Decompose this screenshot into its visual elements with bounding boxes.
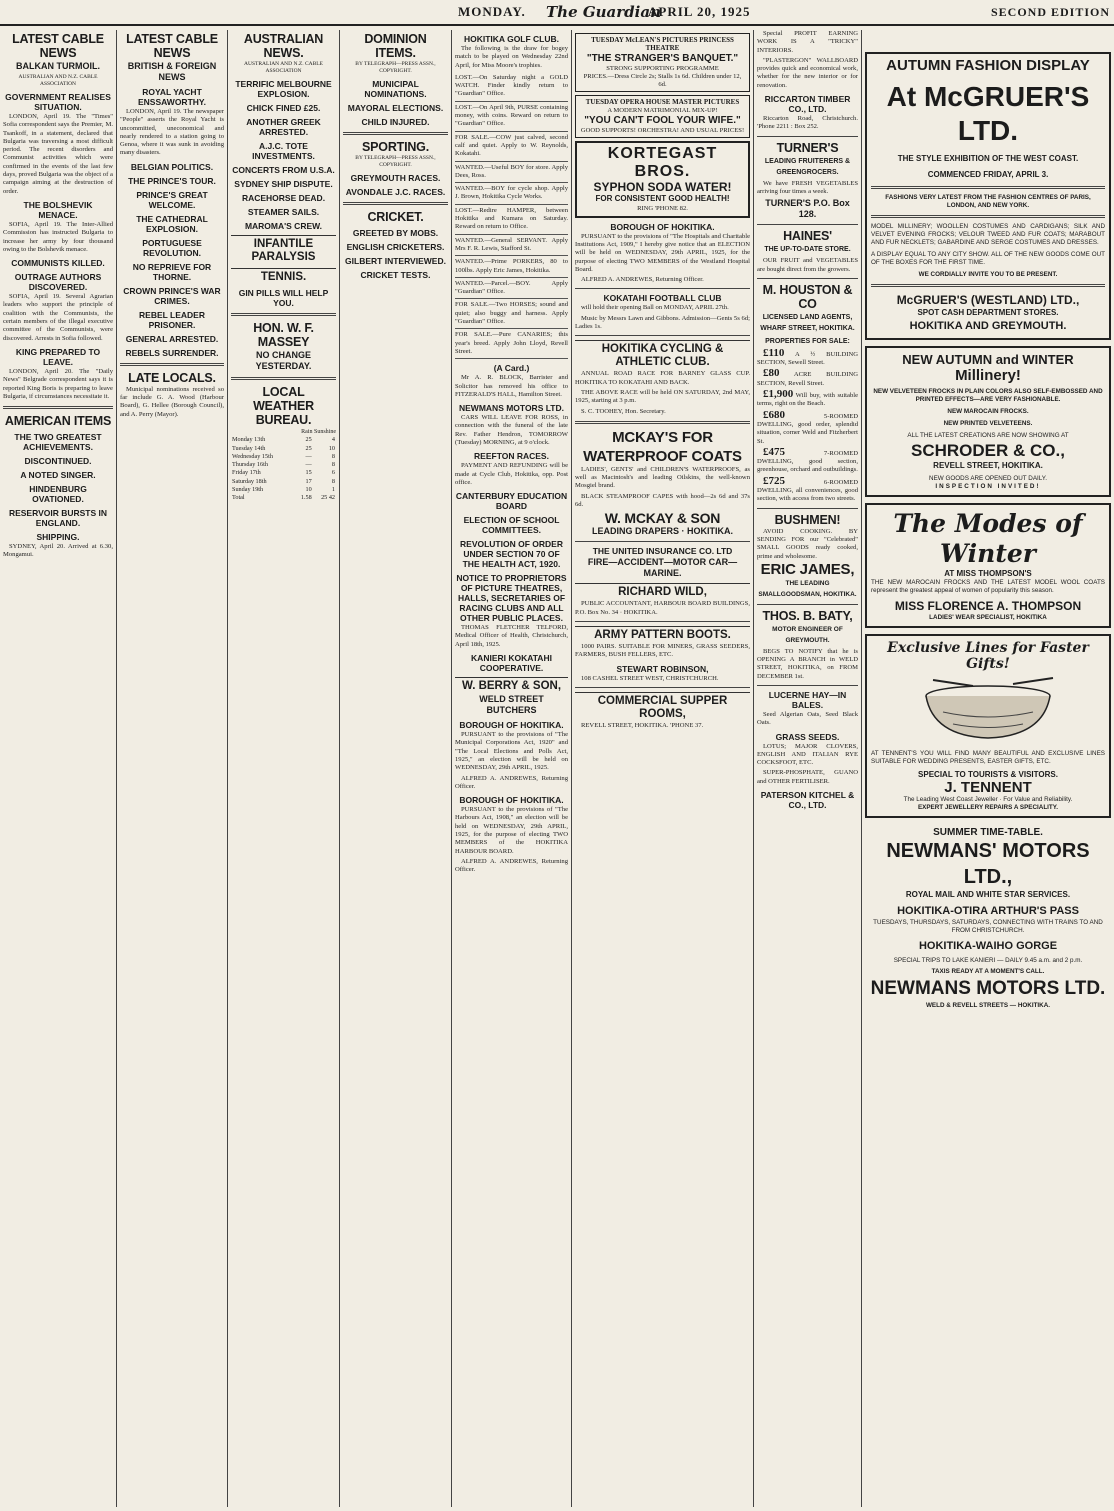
article-heading: STEAMER SAILS. (247, 207, 320, 217)
masthead (0, 0, 1114, 26)
ad-headline: AUTUMN FASHION DISPLAY (886, 57, 1090, 74)
ad-headline: NEW AUTUMN and WINTER (902, 352, 1074, 367)
property-item: £110 A ½ BUILDING SECTION, Sewell Street. (757, 346, 858, 367)
table-cell: 10 (305, 486, 312, 494)
article-heading: TERRIFIC MELBOURNE EXPLOSION. (235, 79, 332, 99)
article-text: PAYMENT AND REFUNDING will be made at Cycle Club, Hokitika, opp. Post office. (455, 462, 568, 486)
classified-ad: WANTED.—Parcel.—BOY. Apply "Guardian" Office. (455, 278, 568, 300)
table-cell: Wednesday 15th (232, 452, 273, 460)
article-text: "PLASTERGON" WALLBOARD provides quick and economical work, whether for the new interior or for renovation. (757, 56, 858, 89)
article-text: Riccarton Road, Christchurch. 'Phone 2211 : Box 252. (757, 115, 858, 131)
masthead-title: The Guardian (546, 3, 661, 21)
column-2 (117, 30, 228, 1507)
article-text: Municipal nominations received so far include G. A. Wood (Harbour Board), G. Hellee (Borough Council), and A. Perry (Mayor). (120, 385, 224, 418)
property-item: £725 6-ROOMED DWELLING, all conveniences, good section, with access from two streets. (757, 474, 858, 503)
article-heading: HOKITIKA GOLF CLUB. (463, 34, 560, 44)
theatre-ad (575, 33, 750, 92)
table-row (231, 478, 336, 486)
article-heading: HINDENBURG OVATIONED. (29, 484, 87, 505)
signature: ALFRED A. ANDREWES, Returning Officer. (581, 276, 704, 284)
table-cell: Saturday 18th (232, 477, 267, 485)
article-heading: DISCONTINUED. (24, 456, 92, 467)
article-heading: CANTERBURY EDUCATION BOARD (455, 491, 568, 512)
column-5 (452, 30, 572, 1507)
mckay-heading: MCKAY'S FOR (612, 428, 713, 446)
table-cell: Friday 17th (232, 469, 261, 477)
ad-text: A MODERN MATRIMONIAL MIX-UP! (607, 106, 718, 114)
article-heading: CRICKET TESTS. (360, 270, 431, 280)
property-item: £80 ACRE BUILDING SECTION, Revell Street. (757, 367, 858, 387)
ad-title: At McGRUER'S LTD. (886, 81, 1090, 146)
article-heading: ELECTION OF SCHOOL COMMITTEES. (463, 515, 560, 536)
article-heading: GOVERNMENT REALISES SITUATION. (5, 92, 111, 112)
article-heading: CHILD INJURED. (361, 117, 430, 127)
ad-subtitle: SPOT CASH DEPARTMENT STORES. (917, 308, 1059, 317)
weather-header: Rain Sunshine (301, 429, 336, 435)
article-heading: ENGLISH CRICKETERS. (346, 242, 445, 252)
article-heading: A.J.C. TOTE INVESTMENTS. (252, 141, 315, 161)
ad-subtitle: AT MISS THOMPSON'S (944, 569, 1032, 578)
article-text: CARS WILL LEAVE FOR ROSS, in connection with the funeral of the late Rev. Father Hendron, TOMORROW (Tuesday) MORNING, at 9 o'clock. (455, 414, 568, 446)
ad-text: FASHIONS VERY LATEST FROM THE FASHION CENTRES OF PARIS, LONDON, AND NEW YORK. (885, 194, 1091, 209)
article-text: ANNUAL ROAD RACE FOR BARNEY GLASS CUP. HOKITIKA TO KOKATAHI AND BACK. (575, 370, 750, 386)
article-heading: NOTICE TO PROPRIETORS OF PICTURE THEATRES, HALLS, SECRETARIES OF RACING CLUBS AND ALL OTHER PUBLIC PLACES. (456, 573, 567, 624)
column-heading: SPORTING. (362, 140, 429, 154)
article-heading: GREETED BY MOBS. (352, 228, 439, 238)
article-heading: SHIPPING. (36, 532, 80, 543)
article-heading: HOKITIKA CYCLING & ATHLETIC CLUB. (575, 340, 750, 369)
ad-text: EXPERT JEWELLERY REPAIRS A SPECIALITY. (917, 804, 1059, 811)
ad-title: SCHRODER & CO., (911, 441, 1065, 460)
ad-title: "YOU CAN'T FOOL YOUR WIFE." (584, 115, 741, 127)
article-text: LONDON, April 19. The newspaper "People" asserts the Royal Yacht is uncommitted, uneconomical and nearly rendered to a station going to Genoa, where it was sunk in avoiding many disasters. (120, 108, 224, 157)
table-cell: — (305, 452, 312, 460)
article-heading: KING PREPARED TO LEAVE. (15, 346, 101, 367)
table-cell: 25 (305, 444, 312, 452)
advertiser-sub: PROPERTIES FOR SALE: (765, 337, 850, 345)
article-heading: CONCERTS FROM U.S.A. (232, 165, 335, 175)
column-8 (862, 30, 1114, 1507)
classified-ad: LOST.—On Saturday night a GOLD WATCH. Finder kindly return to "Guardian" Office. (455, 72, 568, 102)
article-text: We have FRESH VEGETABLES arriving four times a week. (757, 179, 858, 195)
article-heading: MUNICIPAL NOMINATIONS. (364, 79, 427, 99)
ad-title: MISS FLORENCE A. THOMPSON (894, 599, 1082, 613)
section-subheading: NO CHANGE YESTERDAY. (255, 350, 312, 371)
article-heading: GREYMOUTH RACES. (350, 173, 441, 183)
ad-text: AT TENNENT'S YOU WILL FIND MANY BEAUTIFUL AND EXCLUSIVE LINES SUITABLE FOR WEDDING PRESENTS, EASTER GIFTS, ETC. (871, 750, 1105, 765)
classified-ad: LOST.—On April 9th, PURSE containing money, with coins. Reward on return to "Guardian" Office. (455, 102, 568, 132)
article-text: LADIES', GENTS' and CHILDREN'S WATERPROOFS, as well as Macintosh's and leading Oilskins, the well-known Mosgiel brand. (575, 465, 750, 490)
table-cell: Monday 13th (232, 436, 266, 444)
divider (575, 541, 750, 542)
divider (3, 406, 113, 409)
cable-credit: BY TELEGRAPH—PRESS ASSN., COPYRIGHT. (355, 155, 436, 168)
article-text: 108 CASHEL STREET WEST, CHRISTCHURCH. (581, 674, 719, 682)
article-heading: GRASS SEEDS. (775, 731, 840, 742)
article-heading: BOROUGH OF HOKITIKA. (610, 221, 715, 232)
classified-ad: FOR SALE.—Two HORSES; sound and quiet; also buggy and harness. Apply "Guardian" Office. (455, 299, 568, 329)
advertiser-name: W. BERRY & SON, (455, 677, 568, 693)
ad-text: WELD & REVELL STREETS — HOKITIKA. (925, 1002, 1051, 1009)
advertiser-name: HAINES' (783, 229, 832, 244)
table-cell: 25 (305, 436, 312, 444)
article-heading: KANIERI KOKATAHI COOPERATIVE. (471, 653, 552, 674)
advertiser-sub: LEADING DRAPERS · HOKITIKA. (591, 526, 733, 537)
article-heading: MAROMA'S CREW. (244, 221, 323, 231)
ad-title: McGRUER'S (WESTLAND) LTD., (896, 293, 1080, 307)
schroder-ad (865, 346, 1111, 497)
divider (575, 687, 750, 688)
article-text: SOFIA, April 19. The Inter-Allied Commission has instructed Bulgaria to increase her army by four thousand owing to the Bolshevik menace. (3, 220, 113, 253)
article-text: OUR FRUIT and VEGETABLES are bought direct from the growers. (757, 257, 858, 273)
classified-ad: WANTED.—General SERVANT. Apply Mrs F. R. Lewis, Stafford St. (455, 235, 568, 257)
column-1 (0, 30, 117, 1507)
classified-ad: WANTED.—BOY for cycle shop. Apply J. Brown, Hokitika Cycle Works. (455, 183, 568, 205)
column-heading: LATE LOCALS. (128, 370, 216, 385)
article-heading: SYDNEY SHIP DISPUTE. (234, 179, 333, 189)
article-text: PURSUANT to the provisions of "The Hospitals and Charitable Institutions Act, 1909," I hereby give notice that an ELECTION will be held on WEDNESDAY, 29th APRIL, 1925, for the purpose of electing TWO MEMBERS of the Westland Hospital Board. (575, 232, 750, 273)
ad-subtitle: FOR CONSISTENT GOOD HEALTH! (595, 194, 730, 204)
article-heading: TENNIS. (231, 268, 336, 284)
ad-title: J. TENNENT (944, 779, 1032, 796)
ad-subtitle: HOKITIKA AND GREYMOUTH. (909, 320, 1067, 332)
ad-text: The Leading West Coast Jeweller · For Value and Reliability. (903, 796, 1073, 803)
advertiser-sub: LEADING FRUITERERS & GREENGROCERS. (764, 157, 851, 176)
article-text: AVOID COOKING. BY SENDING FOR our "Celebrated" SMALL GOODS ready cooked, prime and wholesome. (757, 527, 858, 560)
newmans-timetable-ad (865, 824, 1111, 1014)
article-text: SYDNEY, April 20. Arrived at 6.30, Mongamui. (3, 543, 113, 559)
article-heading: RESERVOIR BURSTS IN ENGLAND. (8, 508, 108, 529)
article-heading: A NOTED SINGER. (20, 470, 96, 481)
article-heading: ANOTHER GREEK ARRESTED. (246, 117, 321, 137)
table-row (231, 461, 336, 469)
article-heading: BELGIAN POLITICS. (130, 161, 214, 172)
divider (871, 215, 1105, 218)
divider (757, 508, 858, 509)
ad-subtitle: REVELL STREET, HOKITIKA. (933, 461, 1043, 470)
ad-title: KORTEGAST BROS. (607, 145, 718, 181)
divider (757, 685, 858, 686)
article-text: 1000 PAIRS. SUITABLE FOR MINERS, GRASS SEEDERS, FARMERS, BUSH FELLERS, ETC. (575, 642, 750, 659)
column-heading: HON. W. F. MASSEY (253, 321, 314, 349)
divider (757, 278, 858, 279)
article-text: LONDON, April 19. The "Times" Sofia correspondent says the Premier, M. Tsankoff, in a statement, declared that Bulgaria was traversing a most difficult period. The recent disorders and Communist activities which were confirmed in the events of the last few days, proved Bulgaria was the object of a campaign aiming at the destruction of order. (3, 113, 113, 195)
property-item: £475 7-ROOMED DWELLING, good section, greenhouse, orchard and outbuildings. (757, 445, 858, 474)
theatre-ad (575, 95, 750, 138)
article-heading: OUTRAGE AUTHORS DISCOVERED. (14, 272, 102, 293)
advertiser-name: M. HOUSTON & CO (762, 282, 853, 311)
ad-subtitle: THE STYLE EXHIBITION OF THE WEST COAST. (897, 154, 1079, 163)
article-text: THOMAS FLETCHER TELFORD, Medical Officer of Health, Christchurch, April 18th, 1925. (455, 624, 568, 648)
divider (343, 132, 448, 135)
thompson-ad (865, 503, 1111, 628)
article-heading: THE BOLSHEVIK MENACE. (23, 199, 93, 220)
property-item: £1,900 Will buy, with suitable terms, right on the Beach. (757, 388, 859, 408)
classified-ad: WANTED.—Useful BOY for store. Apply Dees, Ross. (455, 162, 568, 184)
advertiser-sub: THE UP-TO-DATE STORE. (764, 246, 851, 254)
article-heading: CROWN PRINCE'S WAR CRIMES. (123, 285, 221, 306)
ad-text: INSPECTION INVITED! (935, 483, 1041, 490)
table-cell: 8 (331, 461, 335, 469)
article-heading: REEFTON RACES. (474, 451, 549, 462)
table-cell: Thursday 16th (232, 461, 268, 469)
column-4 (340, 30, 452, 1507)
ad-subtitle: SYPHON SODA WATER! (593, 180, 732, 195)
article-heading: RACEHORSE DEAD. (241, 193, 326, 203)
article-text: will hold their opening Ball on MONDAY, APRIL 27th. (581, 304, 729, 312)
article-heading: ROYAL YACHT ENSSAWORTHY. (137, 87, 206, 107)
table-cell: Total (232, 494, 245, 502)
property-listing (757, 346, 859, 504)
article-text: BEGS TO NOTIFY that he is OPENING A BRANCH in WELD STREET, HOKITIKA, on FROM DECEMBER 1st. (757, 647, 858, 680)
divider (575, 421, 750, 424)
ad-subtitle: SPECIAL TO TOURISTS & VISITORS. (918, 770, 1058, 779)
table-cell: 10 (328, 444, 335, 452)
silver-bowl-icon (913, 676, 1063, 746)
ad-text: NEW GOODS ARE OPENED OUT DAILY. (929, 475, 1047, 482)
signature: ALFRED A. ANDREWES, Returning Officer. (455, 774, 568, 790)
column-heading: LOCAL WEATHER BUREAU. (253, 385, 314, 427)
table-row (231, 494, 336, 502)
article-heading: GIN PILLS WILL HELP YOU. (238, 288, 329, 308)
article-text: Seed Algerian Oats, Seed Black Oats. (757, 710, 858, 727)
ad-headline: Millinery! (955, 367, 1021, 384)
article-heading: CHICK FINED £25. (246, 103, 321, 113)
ad-text: PRICES.—Dress Circle 2s; Stalls 1s 6d. Children under 12, 6d. (583, 72, 742, 89)
article-text: LONDON, April 20. The "Daily News" Belgrade correspondent says it is reported King Boris is preparing to leave Bulgaria, if circumstances necessitate it. (3, 367, 113, 400)
divider (757, 224, 858, 225)
column-7 (754, 30, 862, 1507)
masthead-day: MONDAY. (458, 4, 526, 19)
divider (231, 377, 336, 380)
table-cell: 8 (331, 452, 335, 460)
ad-text: ALL THE LATEST CREATIONS ARE NOW SHOWING AT (907, 432, 1069, 439)
table-cell: 4 (331, 436, 335, 444)
advertiser-name: THOS. B. BATY, (762, 608, 853, 623)
article-heading: GENERAL ARRESTED. (125, 333, 219, 344)
article-heading: COMMUNISTS KILLED. (11, 258, 105, 269)
table-cell: — (305, 461, 312, 469)
article-text: BLACK STEAMPROOF CAPES with hood—2s 6d and 37s 6d. (575, 492, 750, 509)
ad-header: TUESDAY McLEAN'S PICTURES PRINCESS THEATRE (591, 36, 734, 53)
advertiser-sub: LICENSED LAND AGENTS, WHARF STREET, HOKITIKA. (760, 313, 855, 332)
ad-text: NEW PRINTED VELVETEENS. (943, 420, 1033, 427)
column-heading: LATEST CABLE NEWS (12, 32, 104, 60)
article-heading: THE UNITED INSURANCE CO. LTD (592, 546, 733, 557)
table-cell: 25 42 (321, 494, 335, 502)
signature: ALFRED A. ANDREWES, Returning Officer. (455, 857, 568, 874)
ad-title: NEWMANS MOTORS LTD. (870, 978, 1106, 999)
article-heading: REVOLUTION OF ORDER UNDER SECTION 70 OF THE HEALTH ACT, 1920. (460, 539, 563, 570)
table-cell: 6 (331, 469, 335, 477)
table-row (231, 469, 336, 477)
section-subheading: BRITISH & FOREIGN NEWS (127, 61, 217, 82)
article-heading: AVONDALE J.C. RACES. (345, 187, 446, 197)
classified-ad: WANTED.—Prime PORKERS, 80 to 100lbs. Apply Eric James, Hokitika. (455, 256, 568, 278)
divider (343, 202, 448, 205)
divider (871, 186, 1105, 189)
column-6 (572, 30, 754, 1507)
ad-text: A DISPLAY EQUAL TO ANY CITY SHOW. ALL OF THE NEW GOODS COME OUT OF THE BOXES FOR THE FIRST TIME. (871, 251, 1105, 266)
article-heading: REBEL LEADER PRISONER. (139, 309, 205, 330)
weather-table (231, 436, 336, 502)
table-row (231, 453, 336, 461)
advertiser-name: ERIC JAMES, (760, 560, 855, 578)
advertiser-name: STEWART ROBINSON, (616, 663, 709, 674)
article-heading: INFANTILE PARALYSIS (231, 235, 336, 264)
table-cell: 8 (331, 477, 335, 485)
advertiser-name: PATERSON KITCHEL & CO., LTD. (760, 790, 855, 811)
masthead-date: APRIL 20, 1925 (648, 4, 751, 19)
column-heading: AMERICAN ITEMS (4, 414, 112, 429)
section-subheading: BALKAN TURMOIL. (16, 61, 100, 71)
article-heading: ARMY PATTERN BOOTS. (575, 626, 750, 642)
article-text: REVELL STREET, HOKITIKA. 'PHONE 37. (581, 721, 704, 729)
classified-ad: FOR SALE.—Pure CANARIES; this year's breed. Apply John Lloyd, Revell Street. (455, 329, 568, 359)
article-heading: KOKATAHI FOOTBALL CLUB (603, 293, 722, 304)
ad-text: MODEL MILLINERY; WOOLLEN COSTUMES AND CARDIGANS; SILK AND VELVET EVENING FROCKS; VELOUR TWEED AND FUR COATS; MARABOUT AND FUR NECKLETS; GABARDINE AND SERGE COSTUMES AND DRESSES. (871, 223, 1105, 246)
table-row (231, 486, 336, 494)
article-heading: NO REPRIEVE FOR THORNE. (132, 261, 212, 282)
article-text: Music by Messrs Lawn and Gibbons. Admission—Gents 5s 6d; Ladies 1s. (575, 314, 750, 331)
article-heading: PORTUGUESE REVOLUTION. (142, 237, 202, 258)
article-text: PURSUANT to the provisions of "The Municipal Corporations Act, 1920" and "The Local Elections and Polls Act, 1925," an election will be held on WEDNESDAY, 29th APRIL, 1925. (455, 731, 568, 772)
table-row (231, 445, 336, 453)
divider (120, 363, 224, 366)
table-row (231, 436, 336, 444)
ad-text: STRONG SUPPORTING PROGRAMME (606, 64, 719, 72)
ad-text: LADIES' WEAR SPECIALIST, HOKITIKA (929, 614, 1047, 621)
advertiser-sub: THE LEADING SMALLGOODSMAN, HOKITIKA. (758, 579, 857, 598)
ad-headline: SUMMER TIME-TABLE. (933, 827, 1043, 838)
advertiser-name: RICCARTON TIMBER CO., LTD. (764, 94, 851, 115)
advertiser-sub: MOTOR ENGINEER OF GREYMOUTH. (772, 625, 843, 644)
table-cell: 15 (305, 469, 312, 477)
column-heading: CRICKET. (367, 210, 424, 224)
article-heading: THE PRINCE'S TOUR. (128, 175, 216, 186)
ad-text: THE NEW MAROCAIN FROCKS AND THE LATEST MODEL WOOL COATS represent the greatest appeal of women of popularity this season. (871, 579, 1105, 594)
ad-title: "THE STRANGER'S BANQUET." (586, 52, 739, 64)
route-heading: HOKITIKA-WAIHO GORGE (918, 940, 1058, 952)
article-heading: BOROUGH OF HOKITIKA. (459, 720, 564, 731)
article-heading: PRINCE'S GREAT WELCOME. (136, 189, 208, 210)
article-heading: BOROUGH OF HOKITIKA. (459, 795, 564, 806)
divider (575, 621, 750, 622)
cable-credit: AUSTRALIAN AND N.Z. CABLE ASSOCIATION (244, 61, 323, 74)
divider (757, 604, 858, 605)
tennent-ad (865, 634, 1111, 818)
ad-text: SPECIAL TRIPS TO LAKE KANIERI — DAILY 9.45 a.m. and 2 p.m. (893, 957, 1083, 964)
advertiser-name: W. MCKAY & SON (604, 510, 721, 527)
article-text: THE ABOVE RACE will be held ON SATURDAY, 2nd MAY, 1925, starting at 3 p.m. (575, 388, 750, 405)
article-heading: NEWMANS MOTORS LTD. (459, 403, 564, 414)
ad-title: The Modes of Winter (893, 509, 1083, 568)
property-item: £680 5-ROOMED DWELLING, good order, splendid situation, corner Weld and Fitzherbert St. (757, 408, 858, 445)
advertiser-name: COMMERCIAL SUPPER ROOMS, (575, 692, 750, 721)
masthead-edition: SECOND EDITION (990, 4, 1110, 19)
ad-text: NEW VELVETEEN FROCKS IN PLAIN COLORS ALSO SELF-EMBOSSED AND PRINTED EFFECTS—ARE VERY FASHIONABLE. (873, 388, 1103, 403)
article-heading: BUSHMEN! (774, 512, 841, 527)
article-heading: REBELS SURRENDER. (125, 347, 219, 358)
ad-text: TAXIS READY AT A MOMENT'S CALL. (931, 968, 1045, 975)
signature: S. C. TOOHEY, Hon. Secretary. (581, 407, 666, 415)
article-text: The following is the draw for bogey match to be played on Wednesday 22nd April, for Miss Moore's trophies. (455, 45, 568, 69)
table-cell: 1 (331, 486, 335, 494)
column-heading: DOMINION ITEMS. (364, 32, 427, 60)
advertiser-sub: FIRE—ACCIDENT—MOTOR CAR—MARINE. (587, 557, 738, 579)
article-text: Special PROFIT EARNING WORK IS A "TRICKY" INTERIORS. (757, 30, 858, 54)
classified-ad: FOR SALE.—COW just calved, second calf and quiet. Apply to W. Reynolds, Kokatahi. (455, 132, 568, 162)
kortegast-ad (575, 141, 750, 217)
mcgruers-ad (865, 52, 1111, 340)
ad-text: GOOD SUPPORTS! ORCHESTRA! AND USUAL PRICES! (580, 127, 745, 135)
article-text: LOTUS; MAJOR CLOVERS, ENGLISH AND ITALIAN RYE COCKSFOOT, ETC. (757, 742, 858, 767)
article-text: SOFIA, April 19. Several Agrarian leaders who support the principle of coalition with the Communists, the certain members of the illegal executive committee of the Communists, were discovered. Arrests in Sofia followed. (3, 293, 113, 342)
advertiser-sub: WELD STREET BUTCHERS (479, 694, 544, 716)
article-text: Mr A. R. BLOCK, Barrister and Solicitor has removed his office to FITZERALD'S HALL, Hamilton Street. (455, 374, 568, 398)
ad-text: NEW MAROCAIN FROCKS. (947, 408, 1029, 415)
advertiser-sub: TURNER'S P.O. Box 128. (765, 198, 850, 220)
divider (231, 313, 336, 316)
route-heading: HOKITIKA-OTIRA ARTHUR'S PASS (897, 905, 1079, 917)
column-heading: LATEST CABLE NEWS (126, 32, 218, 60)
table-cell: Tuesday 14th (232, 444, 266, 452)
ad-subtitle: ROYAL MAIL AND WHITE STAR SERVICES. (905, 890, 1071, 899)
article-text: PURSUANT to the provisions of "The Harbours Act, 1908," an election will be held on WEDNESDAY, 29th APRIL, 1925, for the purpose of electing TWO MEMBERS of the HOKITIKA HARBOUR BOARD. (455, 806, 568, 855)
column-heading: AUSTRALIAN NEWS. (243, 32, 324, 60)
article-heading: LUCERNE HAY—IN BALES. (768, 689, 847, 710)
advertiser-name: RICHARD WILD, (575, 583, 750, 599)
article-heading: THE CATHEDRAL EXPLOSION. (136, 213, 208, 234)
classified-ad: LOST.—Redire HAMPER, between Hokitika and Kumara on Saturday. Reward on return to Office. (455, 205, 568, 235)
ad-subtitle: COMMENCED FRIDAY, APRIL 3. (927, 170, 1049, 179)
article-heading: GILBERT INTERVIEWED. (345, 256, 446, 266)
ad-text: WE CORDIALLY INVITE YOU TO BE PRESENT. (918, 271, 1058, 278)
table-cell: 17 (305, 477, 312, 485)
column-3 (228, 30, 340, 1507)
ad-text: TUESDAYS, THURSDAYS, SATURDAYS, CONNECTING WITH TRAINS TO AND FROM CHRISTCHURCH. (873, 919, 1103, 934)
ad-header: TUESDAY OPERA HOUSE MASTER PICTURES (585, 98, 740, 107)
article-text: PUBLIC ACCOUNTANT, HARBOUR BOARD BUILDINGS, P.O. Box No. 34 · HOKITIKA. (575, 600, 750, 616)
divider (575, 335, 750, 336)
advertiser-name: TURNER'S (776, 140, 839, 155)
divider (871, 284, 1105, 287)
divider (757, 136, 858, 137)
article-heading: (A Card.) (493, 363, 530, 374)
ad-title: Exclusive Lines for Faster Gifts! (887, 640, 1089, 672)
ad-text: RING 'PHONE 82. (637, 205, 688, 213)
mckay-heading: WATERPROOF COATS (583, 447, 742, 465)
article-text: SUPER-PHOSPHATE, GUANO and OTHER FERTILISER. (757, 769, 858, 785)
cable-credit: BY TELEGRAPH—PRESS ASSN., COPYRIGHT. (355, 61, 436, 74)
ad-title: NEWMANS' MOTORS LTD., (886, 840, 1090, 888)
article-heading: THE TWO GREATEST ACHIEVEMENTS. (14, 432, 102, 453)
table-cell: 1.58 (300, 494, 312, 502)
divider (575, 288, 750, 289)
article-heading: MAYORAL ELECTIONS. (347, 103, 444, 113)
table-cell: Sunday 19th (232, 486, 264, 494)
cable-credit: AUSTRALIAN AND N.Z. CABLE ASSOCIATION (18, 74, 98, 87)
